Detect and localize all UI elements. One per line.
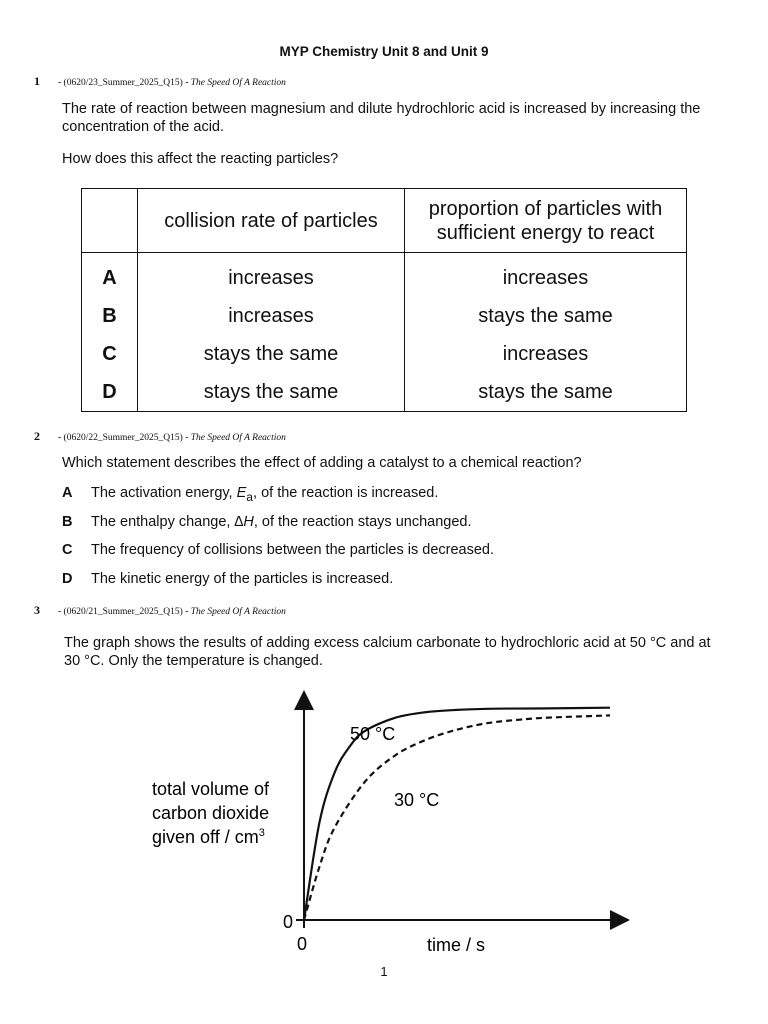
table-header-row [82, 189, 687, 253]
row-collision-rate: increases [138, 253, 405, 298]
option-text: The frequency of collisions between the particles is decreased. [91, 542, 494, 558]
question-2-stem: Which statement describes the effect of adding a catalyst to a chemical reaction? [62, 455, 582, 471]
series-label-30c: 30 °C [394, 790, 440, 810]
series-label-50c: 50 °C [350, 724, 396, 744]
row-collision-rate: increases [138, 297, 405, 335]
x-origin-label: 0 [296, 934, 308, 954]
option-letter: D [62, 571, 73, 587]
row-collision-rate: stays the same [138, 335, 405, 373]
table-header-proportion: proportion of particles with sufficient energy to react [405, 189, 687, 253]
question-3-number: 3 [34, 603, 40, 617]
question-1-prompt: How does this affect the reacting particles? [62, 151, 339, 167]
row-proportion: increases [405, 253, 687, 298]
question-1-header: 1 - (0620/23_Summer_2025_Q15) - The Speed Of A Reaction [34, 74, 286, 88]
option-symbol: ∆H [234, 514, 254, 530]
option-letter: B [62, 514, 73, 530]
option-letter: C [62, 542, 73, 558]
answer-table [81, 188, 687, 412]
question-1-source: (0620/23_Summer_2025_Q15) [63, 78, 183, 88]
question-1-stem: The rate of reaction between magnesium and dilute hydrochloric acid is increased by increasing the concentration of the acid. [62, 101, 701, 135]
co2-volume-graph [140, 690, 630, 960]
table-row [82, 297, 687, 335]
option-symbol: E [236, 485, 247, 501]
option-letter: A [62, 485, 73, 501]
option-text-end: , of the reaction stays unchanged. [253, 514, 472, 530]
table-header-collision-rate: collision rate of particles [138, 189, 405, 253]
y-axis-label-superscript: 3 [258, 827, 265, 839]
y-origin-label: 0 [282, 912, 294, 932]
option-text: The activation energy, [91, 485, 237, 501]
question-3-stem: The graph shows the results of adding excess calcium carbonate to hydrochloric acid at 50 °C and at 30 °C. Only the temperature is changed. [64, 635, 711, 669]
question-1-number: 1 [34, 74, 40, 88]
y-axis-label-line-3 [152, 827, 265, 847]
row-letter: D [82, 373, 138, 412]
option-d [62, 571, 393, 587]
question-3-source: (0620/21_Summer_2025_Q15) [63, 607, 183, 617]
question-1-topic: The Speed Of A Reaction [190, 78, 286, 88]
page-title: MYP Chemistry Unit 8 and Unit 9 [279, 44, 489, 59]
option-text: The enthalpy change, [91, 514, 235, 530]
row-letter: C [82, 335, 138, 373]
question-2-source: (0620/22_Summer_2025_Q15) [63, 433, 183, 443]
option-a [62, 485, 438, 504]
question-2-header: 2 - (0620/22_Summer_2025_Q15) - The Speed Of A Reaction [34, 429, 286, 443]
row-proportion: stays the same [405, 373, 687, 412]
option-b [62, 514, 472, 530]
question-3-topic: The Speed Of A Reaction [190, 607, 286, 617]
row-proportion: stays the same [405, 297, 687, 335]
y-axis-label-line-2: carbon dioxide [152, 803, 270, 823]
question-3-header: 3 - (0620/21_Summer_2025_Q15) - The Speed Of A Reaction [34, 603, 286, 617]
option-text-end: , of the reaction is increased. [253, 485, 439, 501]
row-collision-rate: stays the same [138, 373, 405, 412]
table-row [82, 335, 687, 373]
row-letter: B [82, 297, 138, 335]
table-row [82, 253, 687, 298]
row-proportion: increases [405, 335, 687, 373]
option-c [62, 542, 494, 558]
table-corner-cell [82, 189, 138, 253]
question-2-number: 2 [34, 429, 40, 443]
page-number: 1 [380, 964, 388, 979]
y-axis-label-text: given off / cm [152, 827, 259, 847]
option-text: The kinetic energy of the particles is increased. [91, 571, 394, 587]
row-letter: A [82, 253, 138, 298]
x-axis-label: time / s [426, 935, 486, 955]
question-2-topic: The Speed Of A Reaction [190, 433, 286, 443]
table-row [82, 373, 687, 412]
y-axis-label-line-1: total volume of [152, 779, 270, 799]
option-subscript: a [246, 489, 254, 504]
